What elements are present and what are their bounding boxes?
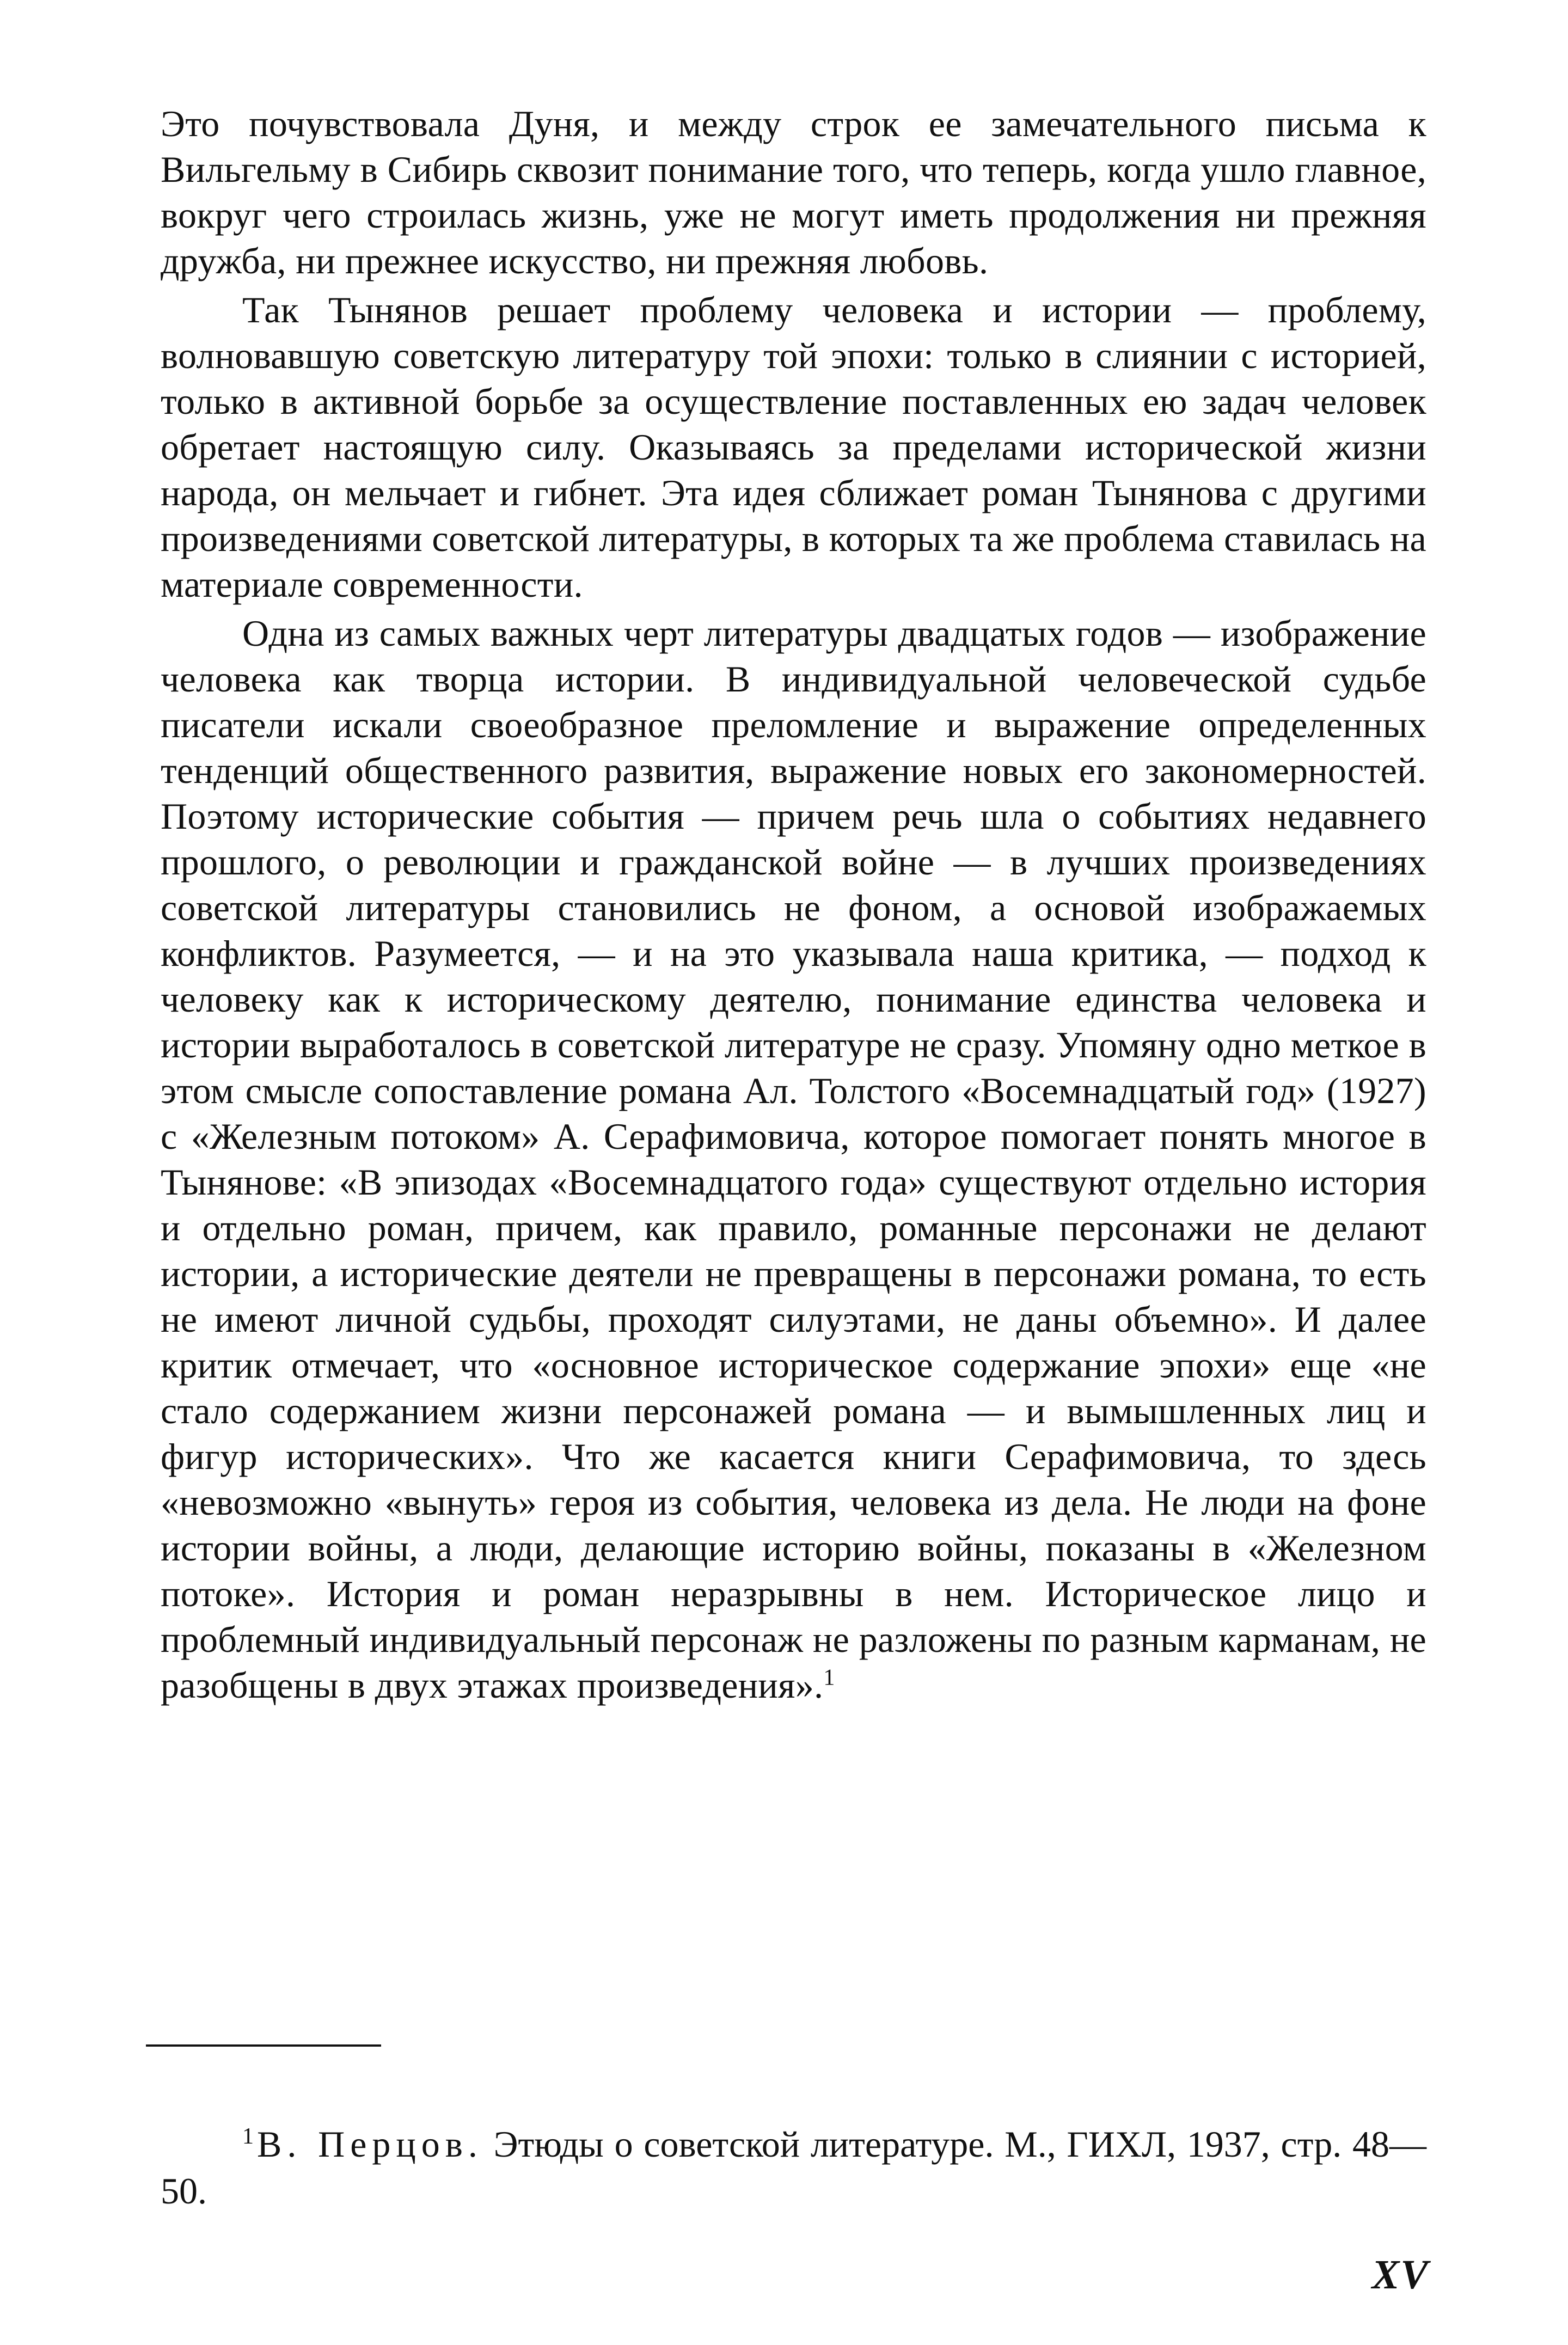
footnote-reference[interactable]: 1 bbox=[823, 1665, 835, 1691]
paragraph-1: Это почувствовала Дуня, и между строк ее замечательного письма к Вильгельму в Сибирь сквозит понимание того, что теперь, когда ушло главное, вокруг чего строилась жизнь, уже не могут иметь продолжения ни прежняя дружба, ни прежнее искусство, ни прежняя любовь. bbox=[161, 103, 1426, 281]
footnote-number: 1 bbox=[242, 2124, 254, 2150]
paragraph-3 bbox=[161, 610, 1426, 1708]
paragraph-2: Так Тынянов решает проблему человека и истории — проблему, волновавшую советскую литературу той эпохи: только в слиянии с историей, только в активной борьбе за осуществление поставленных ею задач человек обретает настоящую силу. Оказываясь за пределами исторической жизни народа, он мельчает и гибнет. Эта идея сближает роман Тынянова с другими произведениями советской литературы, в которых та же проблема ставилась на материале современности. bbox=[161, 289, 1426, 605]
paragraph-3-text: Одна из самых важных черт литературы двадцатых годов — изображение человека как творца истории. В индивидуальной человеческой судьбе писатели искали своеобразное преломление и выражение определенных тенденций общественного развития, выражение новых его закономерностей. Поэтому исторические события — причем речь шла о событиях недавнего прошлого, о революции и гражданской войне — в лучших произведениях советской литературы становились не фоном, а основой изображаемых конфликтов. Разумеется, — и на это указывала наша критика, — подход к человеку как к историческому деятелю, понимание единства человека и истории выработалось в советской литературе не сразу. Упомяну одно меткое в этом смысле сопоставление романа Ал. Толстого «Восемнадцатый год» (1927) с «Железным потоком» А. Серафимовича, которое помогает понять многое в Тынянове: «В эпизодах «Восемнадцатого года» существуют отдельно история и отдельно роман, причем, как правило, романные персонажи не делают истории, а исторические деятели не превращены в персонажи романа, то есть не имеют личной судьбы, проходят силуэтами, не даны объемно». И далее критик отмечает, что «основное историческое содержание эпохи» еще «не стало содержанием жизни персонажей романа — и вымышленных лиц и фигур исторических». Что же касается книги Серафимовича, то здесь «невозможно «вынуть» героя из события, человека из дела. Не люди на фоне истории войны, а люди, делающие историю войны, показаны в «Железном потоке». История и роман неразрывны в нем. Историческое лицо и проблемный индивидуальный персонаж не разложены по разным карманам, не разобщены в двух этажах произведения». bbox=[161, 613, 1426, 1706]
footnote-text: Этюды о советской литературе. М., ГИХЛ, 1937, стр. 48—50. bbox=[161, 2123, 1426, 2212]
footnote-author: В. Перцов. bbox=[257, 2123, 483, 2165]
page-number: XV bbox=[1371, 2252, 1429, 2298]
body-text bbox=[161, 101, 1426, 1708]
footnote bbox=[161, 2121, 1426, 2214]
footnote-divider bbox=[146, 2044, 381, 2047]
